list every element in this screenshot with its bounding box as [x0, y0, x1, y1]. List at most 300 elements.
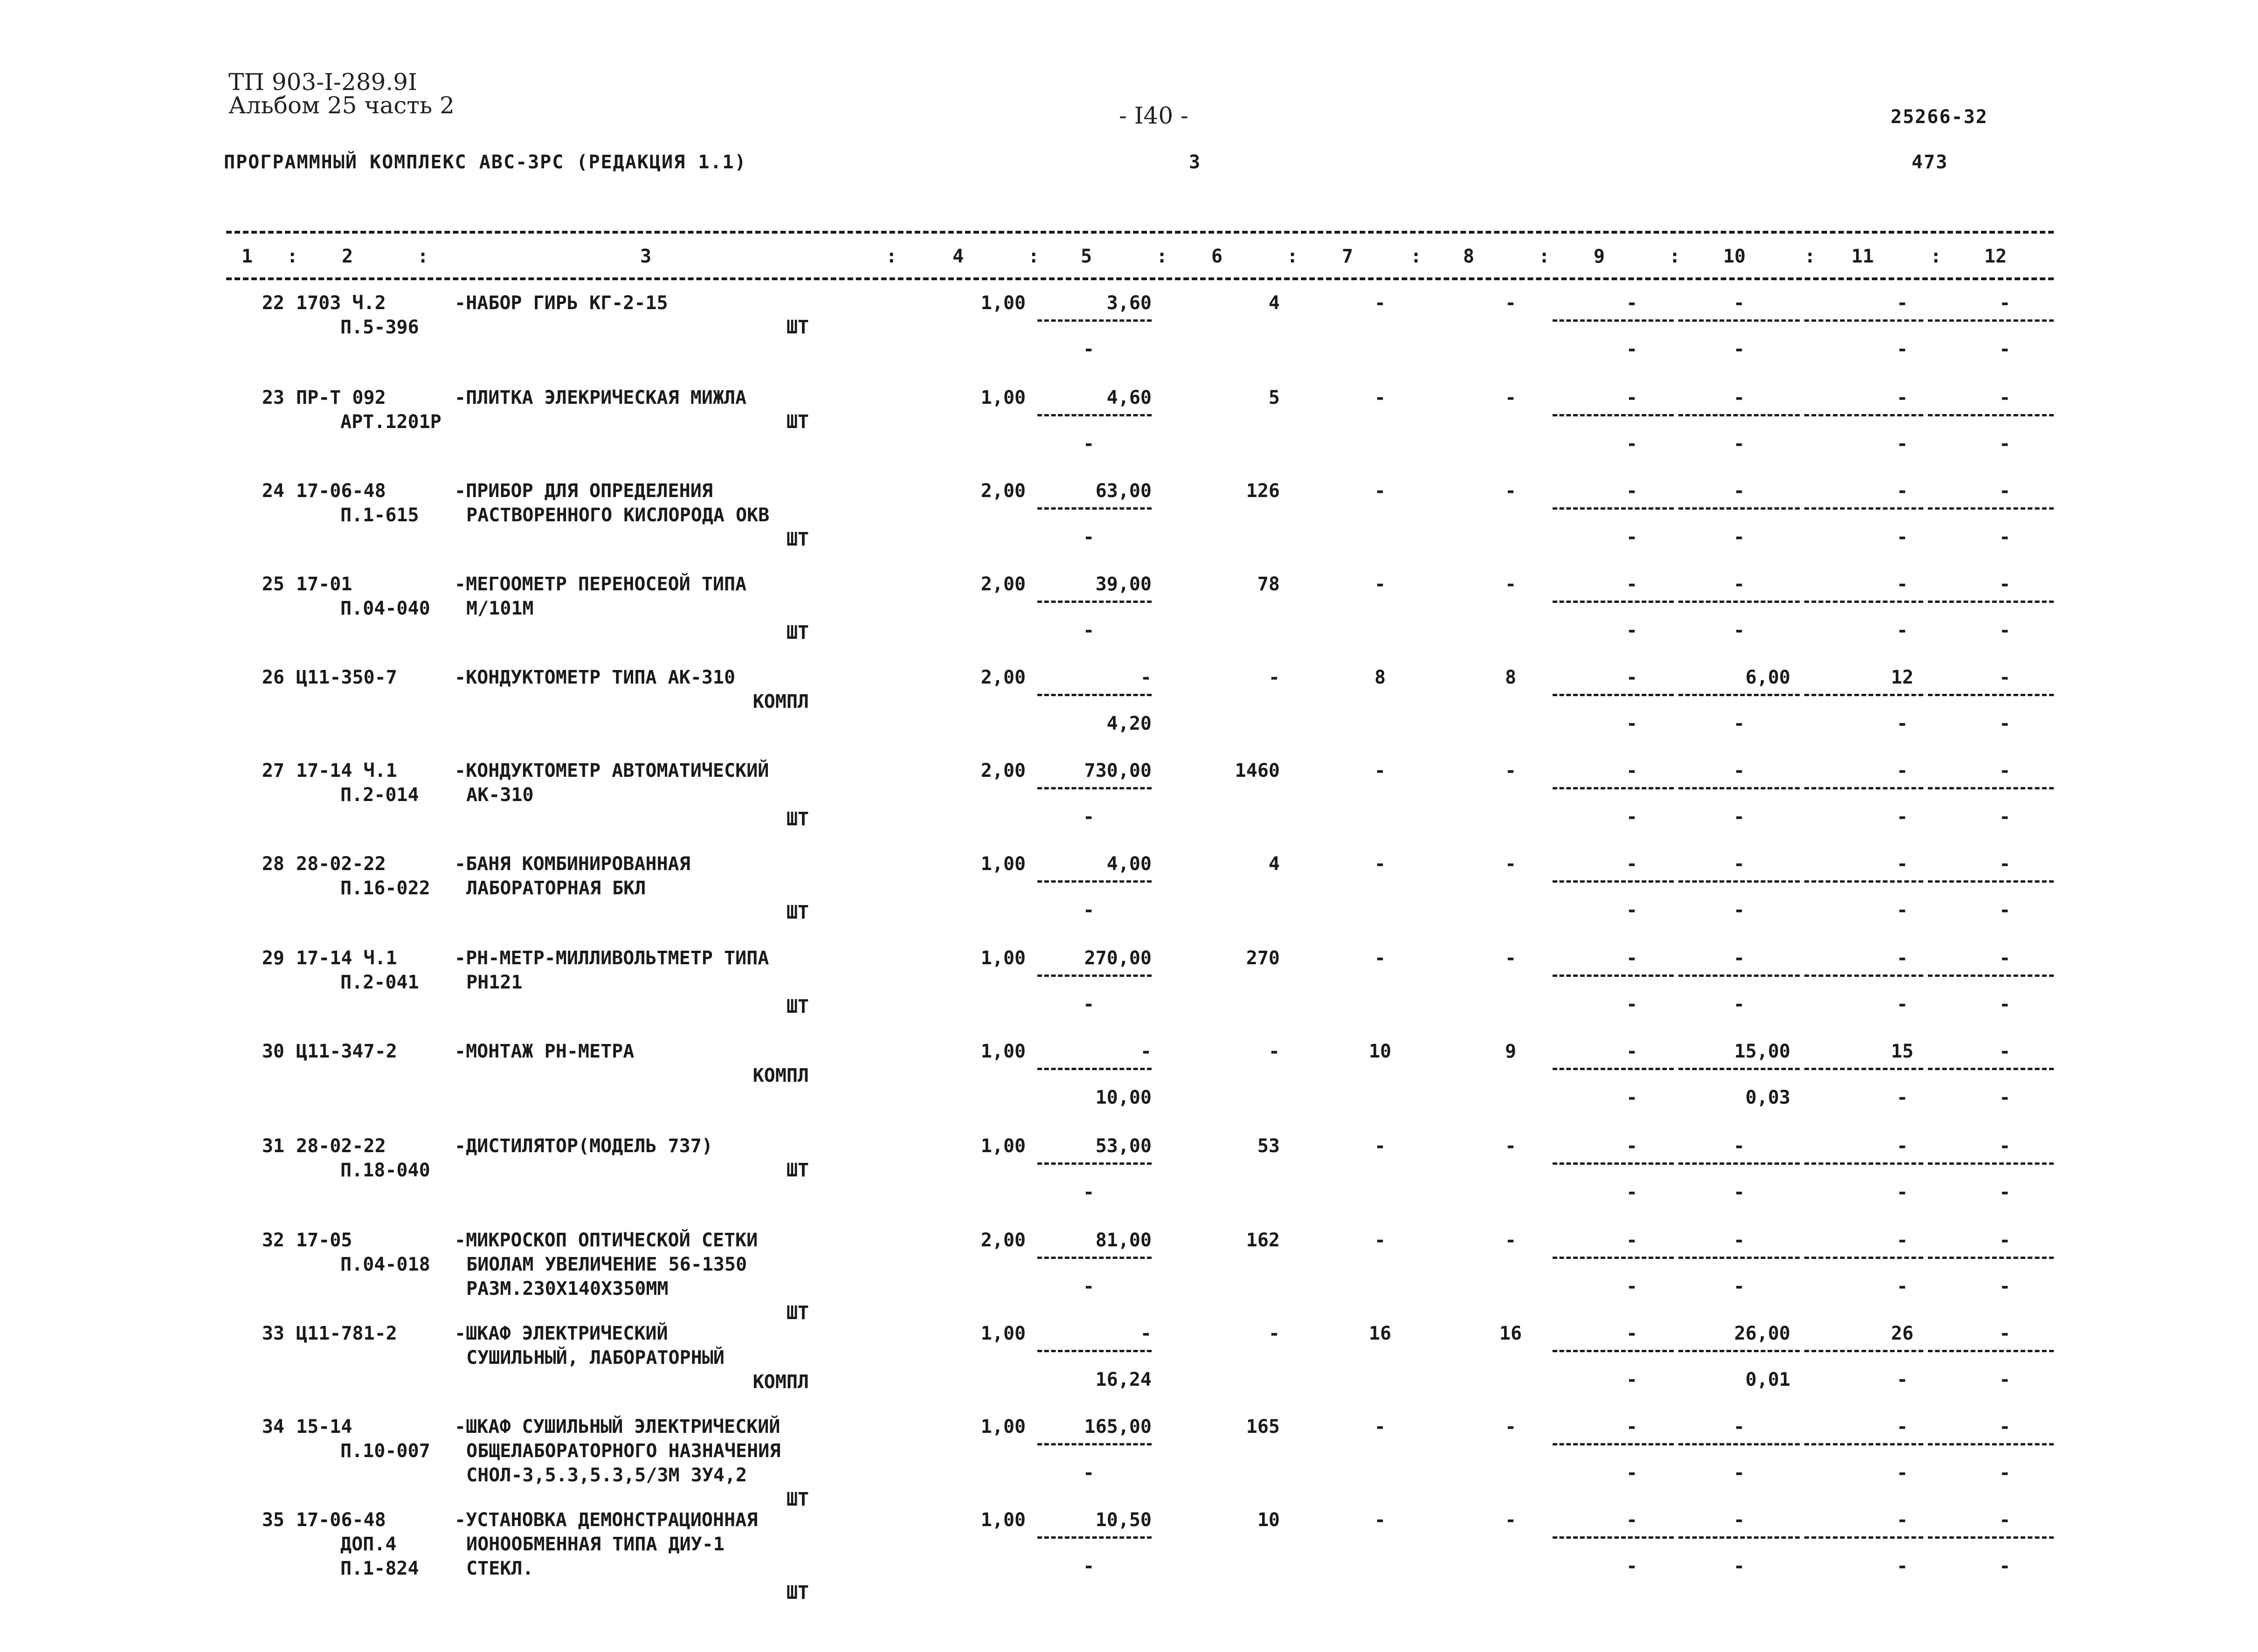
row-col5-sub: 10,00 [1095, 1087, 1152, 1108]
sheet-number: 3 [1189, 152, 1202, 173]
row-col5-sub: - [1083, 899, 1095, 921]
cost-block-divider [1804, 1536, 1923, 1539]
cost-block-divider [1678, 1162, 1800, 1165]
row-name: СТЕКЛ. [466, 1558, 534, 1579]
cost-block-divider [1678, 880, 1800, 883]
row-col7: - [1374, 480, 1386, 502]
row-col6: 126 [1246, 480, 1280, 502]
row-number: 33 [262, 1323, 284, 1344]
row-col9: - [1626, 1416, 1638, 1438]
row-col5-sub: 4,20 [1106, 713, 1152, 734]
header-bottom-rule [226, 277, 2054, 280]
row-unit: КОМПЛ [753, 1065, 809, 1086]
cost-block-divider [1928, 1257, 2054, 1259]
column-header-8: 8 [1463, 246, 1475, 267]
row-col11: - [1896, 853, 1908, 875]
row-code: П.1-824 [340, 1558, 419, 1579]
row-col12: - [1999, 574, 2011, 595]
row-col8: - [1505, 1135, 1517, 1157]
row-quantity: 1,00 [981, 1323, 1026, 1344]
cost-block-divider [1553, 319, 1674, 322]
cost-block-divider [1804, 975, 1923, 977]
row-col6: 165 [1246, 1416, 1280, 1438]
row-code: 1703 Ч.2 [296, 292, 386, 314]
row-col9: - [1626, 1323, 1638, 1344]
row-name: -ДИСТИЛЯТОР(МОДЕЛЬ 737) [455, 1135, 713, 1157]
row-col9-sub: - [1626, 620, 1638, 641]
row-number: 23 [262, 387, 284, 408]
row-name: СНОЛ-3,5.3,5.3,5/3М 3У4,2 [466, 1465, 747, 1486]
row-col12: - [1999, 1509, 2011, 1531]
row-col9-sub: - [1626, 433, 1638, 455]
cost-block-divider [1928, 975, 2054, 977]
row-number: 22 [262, 292, 284, 314]
row-col12-sub: - [1999, 339, 2011, 360]
row-col11-sub: - [1896, 806, 1908, 828]
cost-block-divider [1804, 1162, 1923, 1165]
row-col12-sub: - [1999, 1555, 2011, 1577]
cost-block-divider [1553, 694, 1674, 696]
row-col5-sub: - [1083, 433, 1095, 455]
row-col5-sub: - [1083, 339, 1095, 360]
row-col9-sub: - [1626, 1276, 1638, 1297]
row-unit: КОМПЛ [753, 691, 809, 712]
cost-block-divider [1678, 1443, 1800, 1445]
row-col12-sub: - [1999, 1462, 2011, 1484]
row-col11-sub: - [1896, 1182, 1908, 1203]
row-name: -РН-МЕТР-МИЛЛИВОЛЬТМЕТР ТИПА [455, 947, 769, 969]
row-unit: ШТ [786, 1160, 809, 1181]
row-col10-sub: - [1733, 526, 1745, 548]
row-col6: - [1268, 1323, 1280, 1344]
row-col10: - [1733, 292, 1745, 314]
row-col6: 5 [1268, 387, 1280, 408]
row-col11-sub: - [1896, 433, 1908, 455]
cost-block-divider [1928, 694, 2054, 696]
row-unit: ШТ [786, 1302, 809, 1324]
row-number: 29 [262, 947, 284, 969]
row-code: Ц11-781-2 [296, 1323, 397, 1344]
row-col9-sub: - [1626, 1182, 1638, 1203]
cost-block-divider [1678, 694, 1800, 696]
row-col11: 15 [1891, 1041, 1914, 1062]
row-code: Ц11-347-2 [296, 1041, 397, 1062]
row-col12: - [1999, 480, 2011, 502]
row-col11-sub: - [1896, 994, 1908, 1015]
row-name: БИОЛАМ УВЕЛИЧЕНИЕ 56-1350 [466, 1254, 747, 1275]
row-code: Ц11-350-7 [296, 667, 397, 688]
row-col9: - [1626, 1041, 1638, 1062]
row-unit: ШТ [786, 902, 809, 923]
row-unit: ШТ [786, 411, 809, 433]
row-quantity: 2,00 [981, 574, 1026, 595]
col5-divider [1037, 975, 1152, 977]
cost-block-divider [1553, 975, 1674, 977]
cost-block-divider [1804, 787, 1923, 789]
row-col9-sub: - [1626, 899, 1638, 921]
column-header-6: 6 [1211, 246, 1223, 267]
row-quantity: 1,00 [981, 1509, 1026, 1531]
row-col7: - [1374, 760, 1386, 781]
row-code: 15-14 [296, 1416, 352, 1438]
row-unit: ШТ [786, 996, 809, 1017]
row-code: П.04-018 [340, 1254, 430, 1275]
row-col11: 12 [1891, 667, 1914, 688]
row-number: 27 [262, 760, 284, 781]
cost-block-divider [1678, 1068, 1800, 1070]
row-col11-sub: - [1896, 1555, 1908, 1577]
column-separator: : [1028, 246, 1040, 267]
row-number: 32 [262, 1230, 284, 1251]
row-col6: 78 [1257, 574, 1280, 595]
row-quantity: 1,00 [981, 292, 1026, 314]
row-quantity: 1,00 [981, 947, 1026, 969]
row-col6: 4 [1268, 853, 1280, 875]
row-col11-sub: - [1896, 620, 1908, 641]
row-col10-sub: - [1733, 620, 1745, 641]
row-col5: 4,60 [1106, 387, 1152, 408]
cost-block-divider [1678, 601, 1800, 603]
row-name: -МОНТАЖ РН-МЕТРА [455, 1041, 635, 1062]
row-unit: КОМПЛ [753, 1371, 809, 1393]
row-col9-sub: - [1626, 713, 1638, 734]
row-col7: 8 [1374, 667, 1386, 688]
row-col12-sub: - [1999, 1182, 2011, 1203]
row-col6: 10 [1257, 1509, 1280, 1531]
row-col11: - [1896, 1509, 1908, 1531]
row-code: П.10-007 [340, 1440, 430, 1462]
column-header-4: 4 [952, 246, 964, 267]
col5-divider [1037, 1162, 1152, 1165]
row-col5: 730,00 [1084, 760, 1152, 781]
row-col5-sub: - [1083, 994, 1095, 1015]
row-number: 26 [262, 667, 284, 688]
row-col6: 162 [1246, 1230, 1280, 1251]
row-quantity: 2,00 [981, 667, 1026, 688]
row-col7: - [1374, 1509, 1386, 1531]
row-col10: 6,00 [1745, 667, 1790, 688]
row-col11: - [1896, 480, 1908, 502]
row-col8: - [1505, 1509, 1517, 1531]
row-col9-sub: - [1626, 994, 1638, 1015]
row-code: П.5-396 [340, 317, 419, 338]
row-number: 24 [262, 480, 284, 502]
row-name: ОБЩЕЛАБОРАТОРНОГО НАЗНАЧЕНИЯ [466, 1440, 781, 1462]
cost-block-divider [1553, 880, 1674, 883]
row-name: -УСТАНОВКА ДЕМОНСТРАЦИОННАЯ [455, 1509, 758, 1531]
row-col11: - [1896, 1230, 1908, 1251]
cost-block-divider [1804, 1257, 1923, 1259]
row-col5: 39,00 [1095, 574, 1152, 595]
row-col12: - [1999, 1041, 2011, 1062]
cost-block-divider [1553, 1443, 1674, 1445]
row-col10: - [1733, 760, 1745, 781]
row-name: -МИКРОСКОП ОПТИЧЕСКОЙ СЕТКИ [455, 1230, 758, 1251]
row-col12: - [1999, 1416, 2011, 1438]
row-col5: - [1140, 1323, 1152, 1344]
col5-divider [1037, 414, 1152, 416]
row-number: 28 [262, 853, 284, 875]
row-col8: - [1505, 480, 1517, 502]
col5-divider [1037, 1536, 1152, 1539]
row-quantity: 1,00 [981, 387, 1026, 408]
row-unit: ШТ [786, 809, 809, 830]
row-col12-sub: - [1999, 1369, 2011, 1390]
row-col12-sub: - [1999, 620, 2011, 641]
row-col5-sub: - [1083, 1182, 1095, 1203]
row-col11: - [1896, 1135, 1908, 1157]
row-col7: - [1374, 292, 1386, 314]
row-name: -НАБОР ГИРЬ КГ-2-15 [455, 292, 668, 314]
row-col5-sub: - [1083, 526, 1095, 548]
cost-block-divider [1553, 1162, 1674, 1165]
row-unit: ШТ [786, 317, 809, 338]
row-col12: - [1999, 1230, 2011, 1251]
cost-block-divider [1804, 601, 1923, 603]
cost-block-divider [1678, 787, 1800, 789]
row-unit: ШТ [786, 622, 809, 643]
row-col8: - [1505, 574, 1517, 595]
row-code: ПР-Т 092 [296, 387, 386, 408]
row-col11-sub: - [1896, 713, 1908, 734]
row-col8: 8 [1505, 667, 1517, 688]
cost-block-divider [1928, 1162, 2054, 1165]
col5-divider [1037, 1443, 1152, 1445]
cost-block-divider [1928, 1536, 2054, 1539]
row-col8: - [1505, 292, 1517, 314]
row-col10: - [1733, 1230, 1745, 1251]
row-col10: - [1733, 1135, 1745, 1157]
row-col5-sub: 16,24 [1095, 1369, 1152, 1390]
row-code: П.1-615 [340, 505, 419, 526]
row-code: П.18-040 [340, 1160, 430, 1181]
row-col5-sub: - [1083, 1276, 1095, 1297]
album-label: Альбом 25 часть 2 [228, 92, 455, 119]
row-col10-sub: - [1733, 433, 1745, 455]
row-number: 34 [262, 1416, 284, 1438]
row-number: 25 [262, 574, 284, 595]
row-code: 17-06-48 [296, 1509, 386, 1531]
row-col7: - [1374, 1416, 1386, 1438]
row-col9-sub: - [1626, 1369, 1638, 1390]
cost-block-divider [1553, 507, 1674, 510]
row-name: АК-310 [466, 784, 534, 806]
row-col10-sub: - [1733, 899, 1745, 921]
column-header-1: 1 [241, 246, 253, 267]
row-name: -ШКАФ ЭЛЕКТРИЧЕСКИЙ [455, 1323, 668, 1344]
row-quantity: 1,00 [981, 1416, 1026, 1438]
row-col12-sub: - [1999, 806, 2011, 828]
row-col12-sub: - [1999, 713, 2011, 734]
cost-block-divider [1553, 787, 1674, 789]
row-col8: - [1505, 1230, 1517, 1251]
cost-block-divider [1928, 787, 2054, 789]
row-col10: - [1733, 387, 1745, 408]
row-code: 17-06-48 [296, 480, 386, 502]
row-quantity: 1,00 [981, 853, 1026, 875]
row-unit: ШТ [786, 1582, 809, 1604]
column-header-2: 2 [341, 246, 353, 267]
column-header-11: 11 [1851, 246, 1874, 267]
page-number: - I40 - [1119, 102, 1188, 129]
row-col11: - [1896, 574, 1908, 595]
row-code: П.16-022 [340, 878, 430, 899]
row-code: 17-01 [296, 574, 352, 595]
row-col11-sub: - [1896, 1087, 1908, 1108]
row-name: РАСТВОРЕННОГО КИСЛОРОДА ОКВ [466, 505, 770, 526]
row-code: 17-05 [296, 1230, 352, 1251]
row-col12: - [1999, 667, 2011, 688]
row-name: М/101М [466, 598, 534, 619]
row-col6: 270 [1246, 947, 1280, 969]
row-col9: - [1626, 480, 1638, 502]
col5-divider [1037, 1350, 1152, 1352]
row-col7: - [1374, 387, 1386, 408]
row-col12: - [1999, 1323, 2011, 1344]
row-code: П.2-041 [340, 972, 419, 993]
cost-block-divider [1553, 601, 1674, 603]
row-col12: - [1999, 853, 2011, 875]
column-separator: : [1539, 246, 1550, 267]
row-col5: 3,60 [1106, 292, 1152, 314]
row-code: П.2-014 [340, 784, 419, 806]
row-code: ДОП.4 [340, 1534, 397, 1555]
column-header-9: 9 [1593, 246, 1605, 267]
row-col8: 9 [1505, 1041, 1517, 1062]
row-col6: 53 [1257, 1135, 1280, 1157]
table-top-rule [226, 231, 2054, 234]
row-col9-sub: - [1626, 526, 1638, 548]
row-col12: - [1999, 1135, 2011, 1157]
row-name: ИОНООБМЕННАЯ ТИПА ДИУ-1 [466, 1534, 725, 1555]
cost-block-divider [1804, 1068, 1923, 1070]
row-col9: - [1626, 667, 1638, 688]
row-code: 28-02-22 [296, 1135, 386, 1157]
row-col8: - [1505, 1416, 1517, 1438]
row-name: -ПЛИТКА ЭЛЕКРИЧЕСКАЯ МИЖЛА [455, 387, 747, 408]
col5-divider [1037, 507, 1152, 510]
cost-block-divider [1678, 507, 1800, 510]
row-col10: - [1733, 1416, 1745, 1438]
cost-block-divider [1553, 1350, 1674, 1352]
cost-block-divider [1678, 1257, 1800, 1259]
cost-block-divider [1804, 1443, 1923, 1445]
row-col12: - [1999, 387, 2011, 408]
column-header-7: 7 [1341, 246, 1353, 267]
row-col11-sub: - [1896, 1276, 1908, 1297]
col5-divider [1037, 319, 1152, 322]
cost-block-divider [1928, 1068, 2054, 1070]
column-separator: : [1804, 246, 1816, 267]
cost-block-divider [1804, 319, 1923, 322]
sheet-total: 473 [1912, 152, 1948, 173]
column-separator: : [1156, 246, 1168, 267]
row-col10-sub: - [1733, 994, 1745, 1015]
row-col7: - [1374, 853, 1386, 875]
row-quantity: 2,00 [981, 480, 1026, 502]
row-col12-sub: - [1999, 526, 2011, 548]
row-col12-sub: - [1999, 1276, 2011, 1297]
row-col9-sub: - [1626, 806, 1638, 828]
row-col12: - [1999, 947, 2011, 969]
col5-divider [1037, 787, 1152, 789]
column-header-3: 3 [640, 246, 652, 267]
row-code: 17-14 Ч.1 [296, 760, 397, 781]
row-col12-sub: - [1999, 899, 2011, 921]
row-col6: - [1268, 1041, 1280, 1062]
row-col9: - [1626, 1230, 1638, 1251]
row-col7: 10 [1368, 1041, 1392, 1062]
row-code: П.04-040 [340, 598, 430, 619]
row-name: РАЗМ.230Х140Х350ММ [466, 1278, 669, 1299]
row-col5: 63,00 [1095, 480, 1152, 502]
row-name: -ПРИБОР ДЛЯ ОПРЕДЕЛЕНИЯ [455, 480, 713, 502]
row-col12: - [1999, 760, 2011, 781]
row-name: ЛАБОРАТОРНАЯ БКЛ [466, 878, 646, 899]
column-header-5: 5 [1080, 246, 1092, 267]
row-col11: - [1896, 760, 1908, 781]
cost-block-divider [1804, 880, 1923, 883]
row-number: 30 [262, 1041, 284, 1062]
row-col9-sub: - [1626, 339, 1638, 360]
col5-divider [1037, 1068, 1152, 1070]
row-name: -БАНЯ КОМБИНИРОВАННАЯ [455, 853, 691, 875]
row-col5-sub: - [1083, 1555, 1095, 1577]
cost-block-divider [1553, 414, 1674, 416]
row-col5: 165,00 [1084, 1416, 1152, 1438]
row-col7: - [1374, 1135, 1386, 1157]
row-unit: ШТ [786, 529, 809, 550]
row-col5: 270,00 [1084, 947, 1152, 969]
row-col9: - [1626, 292, 1638, 314]
row-col5: 10,50 [1095, 1509, 1152, 1531]
cost-block-divider [1928, 1443, 2054, 1445]
row-col8: - [1505, 760, 1517, 781]
row-col5-sub: - [1083, 806, 1095, 828]
row-col10: - [1733, 947, 1745, 969]
row-col8: 16 [1499, 1323, 1522, 1344]
row-number: 35 [262, 1509, 284, 1531]
row-col10-sub: - [1733, 1182, 1745, 1203]
cost-block-divider [1928, 880, 2054, 883]
column-separator: : [1287, 246, 1298, 267]
row-col10-sub: - [1733, 713, 1745, 734]
row-quantity: 1,00 [981, 1135, 1026, 1157]
row-name: -КОНДУКТОМЕТР ТИПА АК-310 [455, 667, 736, 688]
row-col7: - [1374, 574, 1386, 595]
row-col12-sub: - [1999, 994, 2011, 1015]
row-col11: - [1896, 947, 1908, 969]
col5-divider [1037, 1257, 1152, 1259]
row-col10-sub: - [1733, 339, 1745, 360]
row-col10-sub: 0,03 [1745, 1087, 1790, 1108]
row-col9: - [1626, 1135, 1638, 1157]
row-col5-sub: - [1083, 620, 1095, 641]
cost-block-divider [1678, 975, 1800, 977]
row-code: 28-02-22 [296, 853, 386, 875]
row-quantity: 2,00 [981, 1230, 1026, 1251]
row-col7: - [1374, 947, 1386, 969]
row-quantity: 1,00 [981, 1041, 1026, 1062]
row-col9: - [1626, 387, 1638, 408]
row-col8: - [1505, 853, 1517, 875]
program-title: ПРОГРАММНЫЙ КОМПЛЕКС АВС-3РС (РЕДАКЦИЯ 1.1) [224, 152, 747, 173]
row-code: АРТ.1201Р [340, 411, 442, 433]
row-name: СУШИЛЬНЫЙ, ЛАБОРАТОРНЫЙ [466, 1347, 725, 1369]
row-col10: - [1733, 574, 1745, 595]
row-col9: - [1626, 853, 1638, 875]
row-col11: - [1896, 292, 1908, 314]
